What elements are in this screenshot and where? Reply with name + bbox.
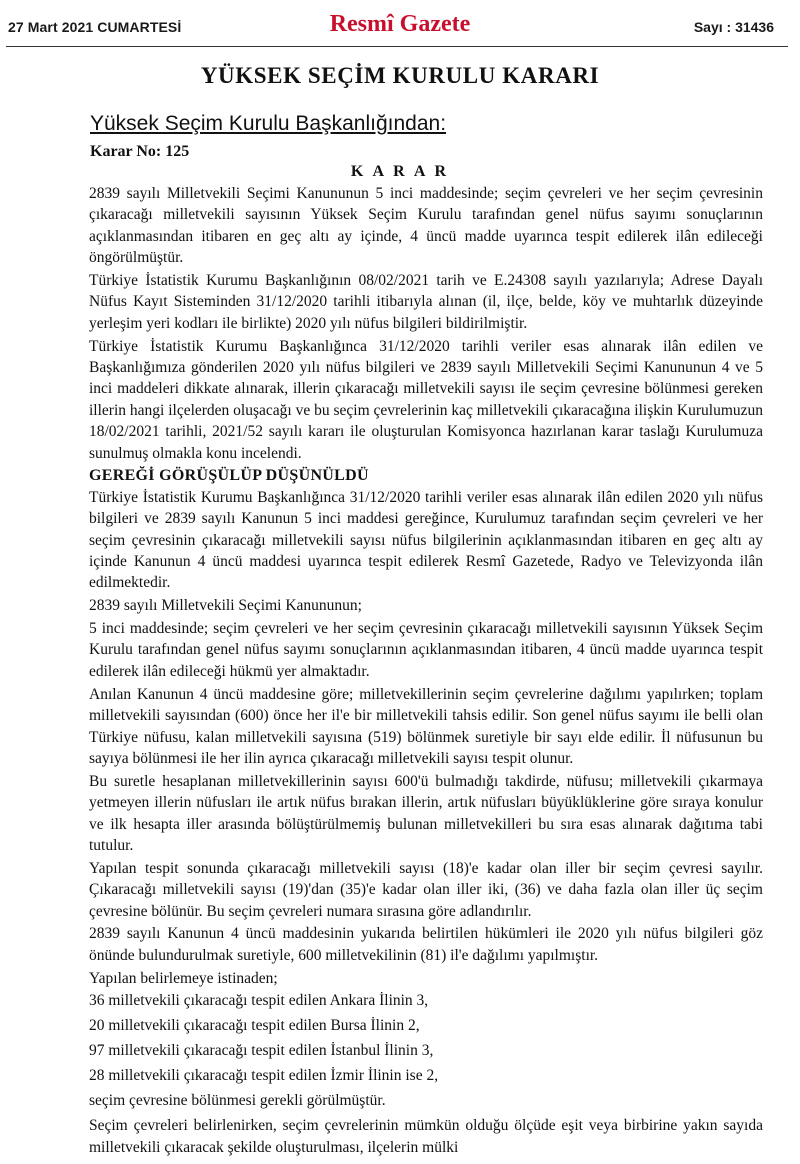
paragraph <box>89 858 763 922</box>
paragraph <box>89 771 763 857</box>
paragraph-text: Bu suretle hesaplanan milletvekillerinin sayısı 600'ü bulmadığı takdirde, nüfusu; milletvekili çıkarmaya yetmeyen illerin nüfusları ile artık nüfus bırakan illerin, artık nüfusları büyüklüklerine göre sıraya konulur ve ilk hesapta iller arasında bölüştürülmemiş bulunan milletvekilleri bu sıra esas alınarak dağıtıma tabi tutulur. <box>89 772 763 854</box>
paragraph-text: Türkiye İstatistik Kurumu Başkanlığınca 31/12/2020 tarihli veriler esas alınarak ilân edilen 2020 yılı nüfus bilgileri ve 2839 sayılı Kanunun 5 inci maddesi gereğince, Kurulumuz tarafından seçim çevreleri ve her seçim çevresinin çıkaracağı milletvekili sayısı nüfus bilgilerinin açıklanmasından itibaren en geç altı ay içinde Kanunun 4 üncü maddesi uyarınca tespit edilerek Resmî Gazetede, Radyo ve Televizyonda ilân edilmektedir. <box>89 488 763 592</box>
header-issue-number: Sayı : 31436 <box>693 19 774 35</box>
issuing-authority: Yüksek Seçim Kurulu Başkanlığından: <box>90 112 447 135</box>
paragraph <box>89 618 763 682</box>
karar-heading: K A R A R <box>350 163 450 180</box>
list-item: 36 milletvekili çıkaracağı tespit edilen Ankara İlinin 3, <box>89 992 429 1010</box>
paragraph-text: Türkiye İstatistik Kurumu Başkanlığınca 31/12/2020 tarihli veriler esas alınarak ilân edilen ve Başkanlığımıza gönderilen 2020 yılı nüfus bilgileri ve 2839 sayılı Milletvekili Seçimi Kanununun 4 ve 5 inci maddeleri dikkate alınarak, illerin çıkaracağı milletvekili sayısı ile seçim çevresine bölünmesi gereken illerin hangi ilçelerden oluşacağı ve bu seçim çevrelerinin kaç milletvekili çıkaracağına ilişkin Kurulumuzun 18/02/2021 tarihli, 2021/52 sayılı kararı ile oluşturulan Komisyonca hazırlanan karar taslağı Kurulumuza sunulmuş olmakla konu incelendi. <box>89 337 764 462</box>
paragraph <box>89 923 763 966</box>
paragraph-text: 5 inci maddesinde; seçim çevreleri ve her seçim çevresinin çıkaracağı milletvekili sayısının Yüksek Seçim Kurulu tarafından genel nüfus sayımı sonuçlarının açıklanmasından itibaren, 4 üncü madde uyarınca tespit edilerek ilân edileceği hükmü yer almaktadır. <box>89 620 763 680</box>
document-title: YÜKSEK SEÇİM KURULU KARARI <box>200 63 600 88</box>
paragraph-text: 2839 sayılı Milletvekili Seçimi Kanununun; <box>89 597 362 615</box>
paragraph <box>89 183 763 269</box>
paragraph <box>89 336 763 464</box>
section-heading: GEREĞİ GÖRÜŞÜLÜP DÜŞÜNÜLDÜ <box>89 467 369 485</box>
header-brand: Resmî Gazete <box>329 11 471 37</box>
paragraph <box>89 968 763 989</box>
paragraph <box>89 684 763 770</box>
page-header <box>0 0 800 46</box>
document-body <box>89 183 763 1160</box>
paragraph-text: Seçim çevreleri belirlenirken, seçim çevrelerinin mümkün olduğu ölçüde eşit veya birbirine yakın sayıda milletvekili çıkaracak şekilde oluşturulması, ilçelerin mülki <box>89 1117 763 1156</box>
header-divider <box>6 46 788 47</box>
paragraph-text: 2839 sayılı Milletvekili Seçimi Kanununun 5 inci maddesinde; seçim çevreleri ve her seçim çevresinin çıkaracağı milletvekili sayısının Yüksek Seçim Kurulu tarafından genel nüfus sayımı sonuçlarının açıklanmasından itibaren en geç altı ay içinde, 4 üncü madde uyarınca tespit edilerek ilân edileceği öngörülmüştür. <box>89 185 763 267</box>
paragraph-text: Anılan Kanunun 4 üncü maddesine göre; milletvekillerinin seçim çevrelerine dağılımı yapılırken; toplam milletvekili sayısından (600) önce her il'e bir milletvekili tahsis edilir. Son genel nüfus sayımı ile belli olan Türkiye nüfusu, kalan milletvekili sayısına (519) bölünmek suretiyle bir sayı elde edilir. İl nüfusunun bu sayıya bölünmesi ile her ilin ayrıca çıkaracağı milletvekili sayısı tespit olunur. <box>89 685 763 767</box>
paragraph-text: 2839 sayılı Kanunun 4 üncü maddesinin yukarıda belirtilen hükümleri ile 2020 yılı nüfus bilgileri göz önünde bulundurulmak suretiyle, 600 milletvekilinin (81) il'e dağılımı yapılmıştır. <box>89 925 763 964</box>
list-item: 97 milletvekili çıkaracağı tespit edilen İstanbul İlinin 3, <box>89 1042 434 1060</box>
list-item: 28 milletvekili çıkaracağı tespit edilen İzmir İlinin ise 2, <box>89 1067 439 1085</box>
paragraph <box>89 487 763 594</box>
list-item: 20 milletvekili çıkaracağı tespit edilen Bursa İlinin 2, <box>89 1017 420 1035</box>
paragraph-text: Yapılan tespit sonunda çıkaracağı milletvekili sayısı (18)'e kadar olan iller bir seçim çevresi sayılır. Çıkaracağı milletvekili sayısı (19)'dan (35)'e kadar olan iller iki, (36) ve daha fazla olan iller üç seçim çevresine bölünür. Bu seçim çevreleri numara sırasına göre adlandırılır. <box>89 859 763 920</box>
header-date: 27 Mart 2021 CUMARTESİ <box>8 19 182 35</box>
paragraph-text: Yapılan belirlemeye istinaden; <box>89 969 278 987</box>
paragraph <box>89 595 763 616</box>
paragraph <box>89 1115 763 1158</box>
decision-number: Karar No: 125 <box>90 143 190 160</box>
paragraph-text: Türkiye İstatistik Kurumu Başkanlığının 08/02/2021 tarih ve E.24308 sayılı yazılarıyla; Adrese Dayalı Nüfus Kayıt Sisteminden 31/12/2020 tarihli itibarıyla alınan (il, ilçe, belde, köy ve muhtarlık düzeyinde yerleşim yeri kodları ile birlikte) 2020 yılı nüfus bilgileri bildirilmiştir. <box>89 272 763 332</box>
paragraph <box>89 270 763 334</box>
list-item: seçim çevresine bölünmesi gerekli görülmüştür. <box>89 1092 386 1110</box>
